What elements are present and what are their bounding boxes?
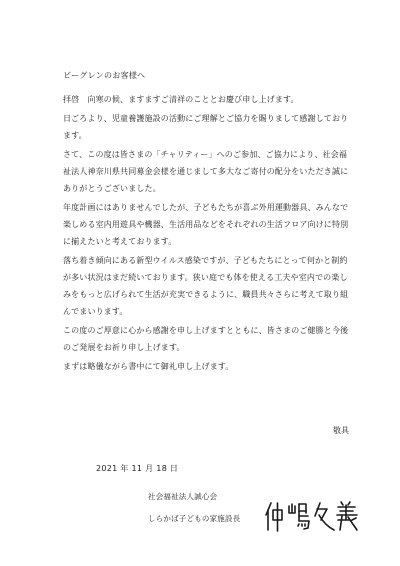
handwritten-signature — [262, 499, 362, 533]
salutation: ビーグレンのお客様へ — [63, 71, 146, 80]
paragraph-greeting: 拝啓 向寒の候、ますますご清祥のこととお慶び申し上げます。 — [63, 95, 299, 104]
paragraph-final: まずは略儀ながら書中にて御礼申し上げます。 — [63, 362, 234, 371]
paragraph-thanks-daily: 日ごろより、児童養護施設の活動にご理解とご協力を賜りまして感謝しております。 — [63, 114, 349, 140]
letter-body — [63, 91, 355, 377]
paragraph-donation-thanks: さて、この度は皆さまの「チャリティー」へのご参加、ご協力により、社会福祉法人神奈川県共同募金会様を通じまして多大なご寄付の配分をいただき誠にありがとうございました。 — [63, 150, 349, 193]
organization-name: 社会福祉法人誠心会 — [148, 492, 218, 501]
letter-date: 2021 年 11 月 18 日 — [96, 464, 179, 473]
signer-title: しらかば子どもの家施設長 — [148, 514, 241, 523]
paragraph-gratitude: この度のご厚意に心から感謝を申し上げますとともに、皆さまのご健勝と今後のご発展をお祈り申し上げます。 — [63, 326, 349, 352]
paragraph-plans: 年度計画にはありませんでしたが、子どもたちが喜ぶ外用運動器具、みんなで楽しめる室内用遊具や機器、生活用品などをそれぞれの生活フロア向けに特別に揃えたいと考えております。 — [63, 203, 349, 246]
closing-word: 敬具 — [333, 426, 349, 435]
paragraph-situation: 落ち着き傾向にある新型ウイルス感染ですが、子どもたちにとって何かと制約が多い状況はまだ続いております。狭い庭でも体を使える工夫や室内での楽しみをもっと広げられて生活が充実できるように、職員共々さらに考えて取り組んでまいります。 — [63, 256, 349, 316]
